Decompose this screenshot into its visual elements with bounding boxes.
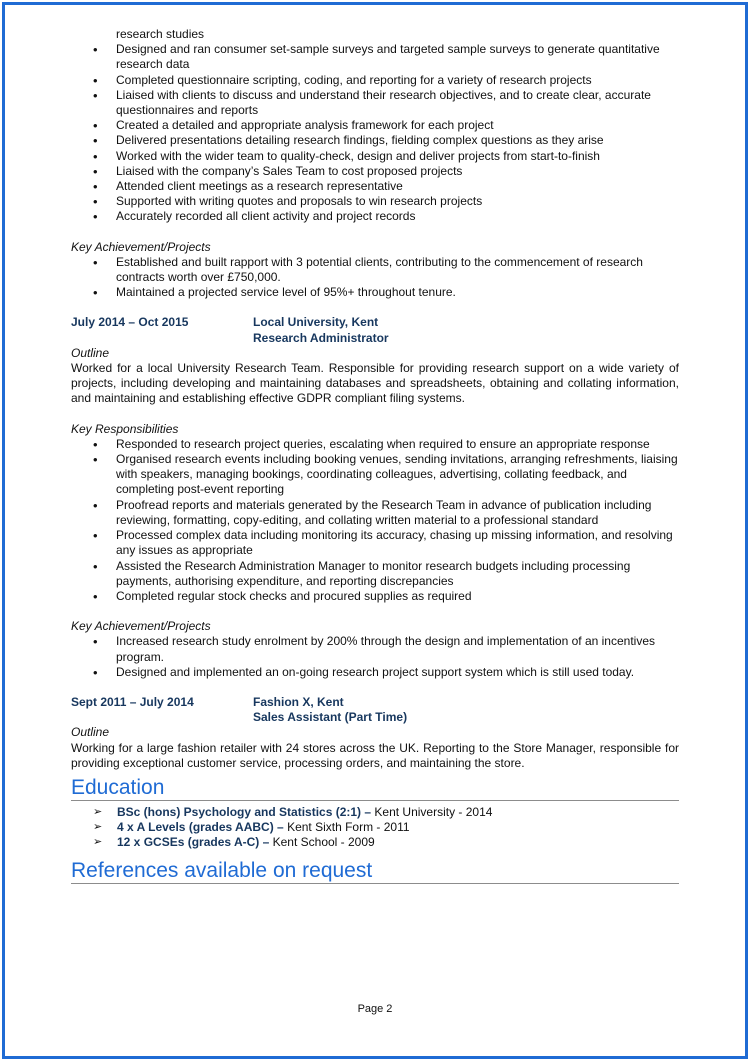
qualification: 12 x GCSEs (grades A-C) – — [117, 835, 270, 850]
list-item: • Organised research events including booking venues, sending invitations, arranging refreshments, liaising with speakers, managing bookings, coordinating colleagues, advertising, collating feedback, and completing post-event reporting — [71, 452, 679, 498]
bullet-continuation: research studies — [116, 27, 205, 41]
job-role: Sales Assistant (Part Time) — [253, 710, 408, 725]
list-item: • Worked with the wider team to quality-check, design and deliver projects from start-to-finish — [71, 149, 679, 164]
list-item: • Completed regular stock checks and procured supplies as required — [71, 589, 679, 604]
list-item: • Established and built rapport with 3 potential clients, contributing to the commencement of research contracts worth over £750,000. — [71, 255, 679, 285]
list-item: • Designed and implemented an on-going research project support system which is still used today. — [71, 665, 679, 680]
list-item: • Maintained a projected service level of 95%+ throughout tenure. — [71, 285, 679, 300]
list-item: • Completed questionnaire scripting, coding, and reporting for a variety of research projects — [71, 73, 679, 88]
references-title: References available on request — [71, 860, 679, 884]
list-item: • Accurately recorded all client activity and project records — [71, 209, 679, 224]
job-outline: Worked for a local University Research Team. Responsible for providing research support on a wide variety of projects, including developing and maintaining databases and spreadsheets, obtaining and collating information, and maintaining and establishing effective GDPR compliant filing systems. — [71, 361, 679, 406]
job-achievements — [71, 634, 679, 680]
list-item: • Responded to research project queries, escalating when required to ensure an appropriate response — [71, 437, 679, 452]
list-item: • Liaised with clients to discuss and understand their research objectives, and to create clear, accurate questionnaires and reports — [71, 88, 679, 118]
list-item: • Liaised with the company’s Sales Team to cost proposed projects — [71, 164, 679, 179]
institution: Kent Sixth Form - 2011 — [283, 820, 410, 835]
list-item: • Processed complex data including monitoring its accuracy, chasing up missing information, and resolving any issues as appropriate — [71, 528, 679, 558]
responsibilities-heading: Key Responsibilities — [71, 421, 179, 436]
institution: Kent University - 2014 — [371, 804, 493, 819]
education-list — [71, 805, 679, 851]
list-item: • Increased research study enrolment by 200% through the design and implementation of an incentives program. — [71, 634, 679, 664]
institution: Kent School - 2009 — [269, 835, 375, 850]
outline-heading: Outline — [71, 725, 110, 740]
qualification: BSc (hons) Psychology and Statistics (2:1) – — [117, 804, 372, 819]
qualification: 4 x A Levels (grades AABC) – — [117, 820, 284, 835]
job-employer: Fashion X, Kent — [253, 694, 344, 709]
job-employer: Local University, Kent — [253, 315, 379, 330]
list-item: • Supported with writing quotes and proposals to win research projects — [71, 194, 679, 209]
page-number: Page 2 — [357, 1003, 393, 1015]
job-responsibilities — [71, 437, 679, 604]
list-item: • Attended client meetings as a research representative — [71, 179, 679, 194]
education-item — [71, 805, 679, 820]
job-header — [71, 315, 679, 345]
list-item: • Proofread reports and materials generated by the Research Team in advance of publication including reviewing, formatting, copy-editing, and collating written material to a professional standard — [71, 498, 679, 528]
job-dates: July 2014 – Oct 2015 — [71, 315, 189, 330]
list-item: • Assisted the Research Administration Manager to monitor research budgets including processing payments, authorising expenditure, and reporting discrepancies — [71, 559, 679, 589]
job-header — [71, 695, 679, 725]
outline-heading: Outline — [71, 345, 110, 360]
list-item: • Delivered presentations detailing research findings, fielding complex questions as they arise — [71, 133, 679, 148]
job-role: Research Administrator — [253, 330, 389, 345]
achievements-heading: Key Achievement/Projects — [71, 239, 211, 254]
job-outline: Working for a large fashion retailer with 24 stores across the UK. Reporting to the Store Manager, responsible for providing exceptional customer service, processing orders, and maintaining the store. — [71, 740, 679, 770]
previous-job-achievements — [71, 255, 679, 301]
job-dates: Sept 2011 – July 2014 — [71, 694, 194, 709]
achievements-heading: Key Achievement/Projects — [71, 619, 211, 634]
cv-page-content — [71, 27, 679, 884]
previous-job-responsibilities — [71, 42, 679, 224]
education-item — [71, 835, 679, 850]
list-item: • Created a detailed and appropriate analysis framework for each project — [71, 118, 679, 133]
education-title: Education — [71, 777, 679, 801]
list-item: • Designed and ran consumer set-sample surveys and targeted sample surveys to generate quantitative research data — [71, 42, 679, 72]
education-item — [71, 820, 679, 835]
